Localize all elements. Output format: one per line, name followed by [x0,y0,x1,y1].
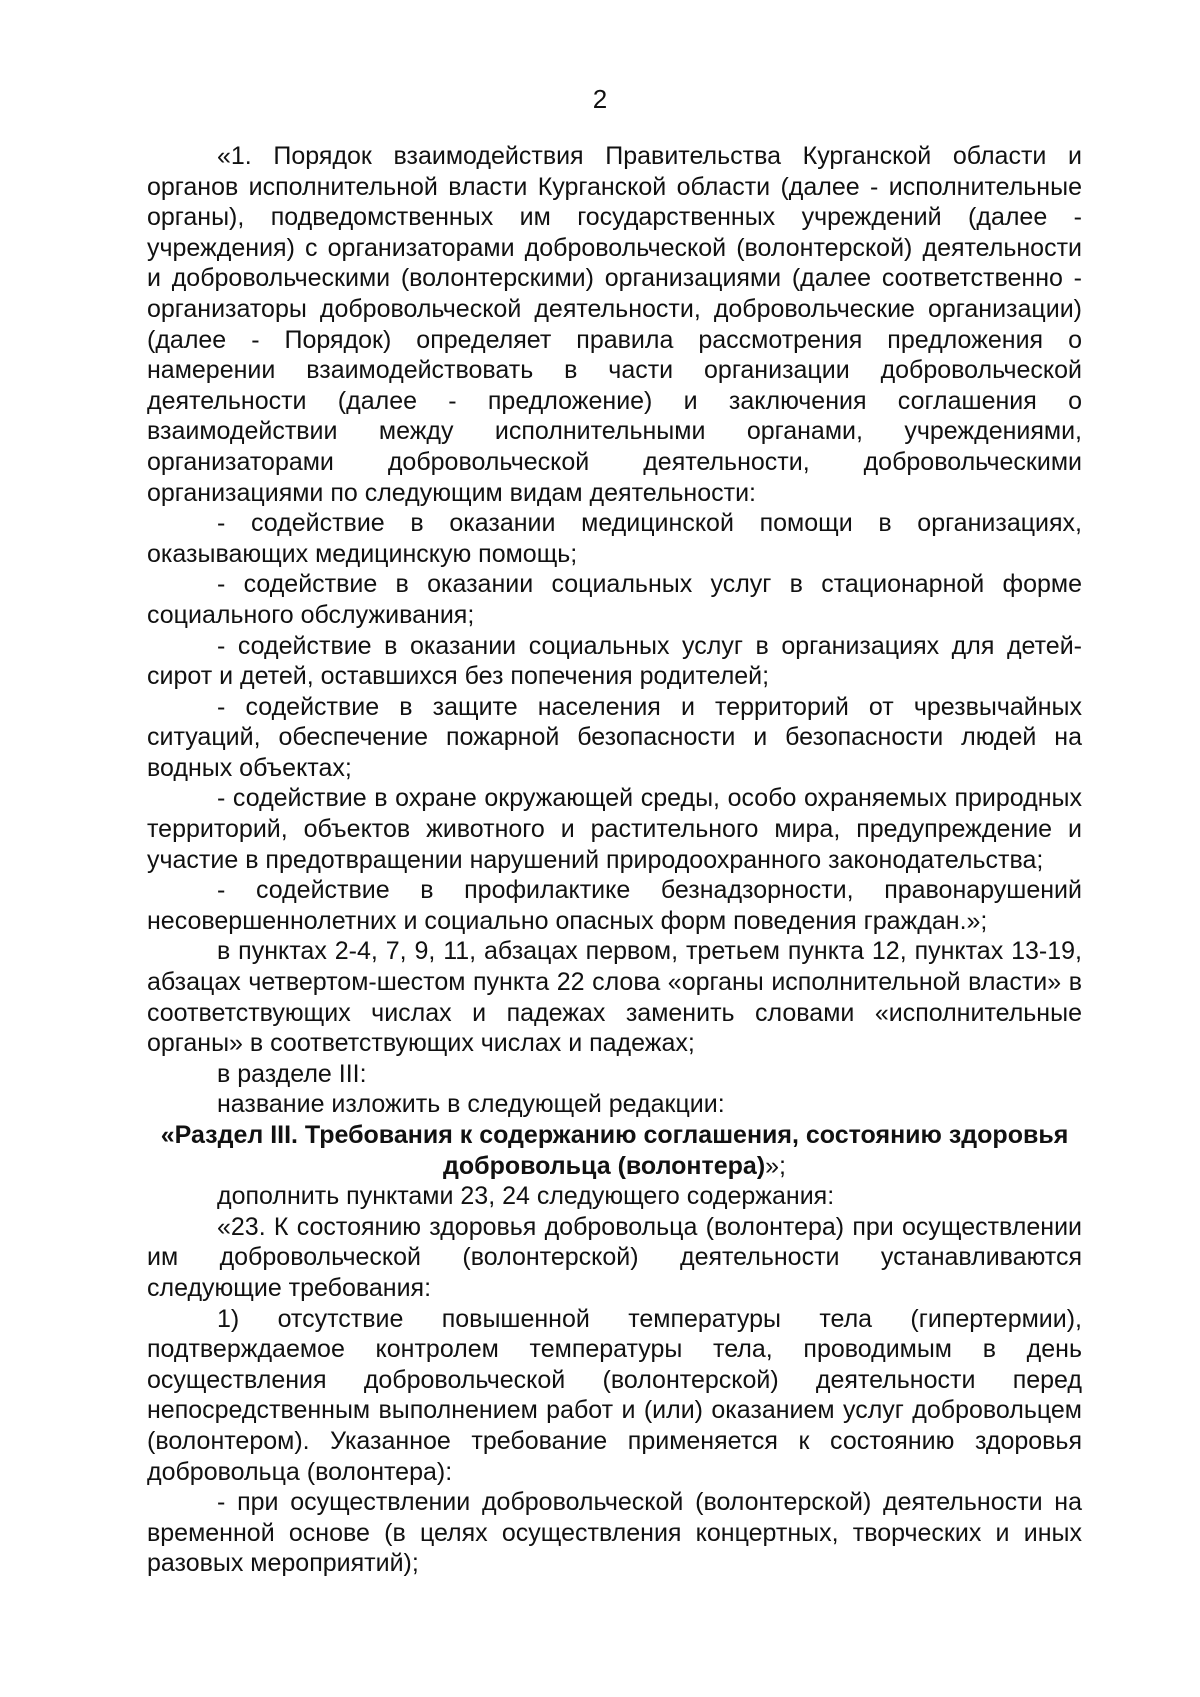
list-item-temporary-activity: - при осуществлении добровольческой (волонтерской) деятельности на временной основе (в целях осуществления концертных, творческих и иных разовых мероприятий); [147,1488,1082,1578]
list-item-orphan-organizations: - содействие в оказании социальных услуг в организациях для детей-сирот и детей, оставшихся без попечения родителей; [147,631,1082,691]
paragraph-order-definition: «1. Порядок взаимодействия Правительства Курганской области и органов исполнительной власти Курганской области (далее - исполнительные органы), подведомственных им государственных учреждений (далее - учреждения) с организаторами добровольческой (волонтерской) деятельности и добровольческими (волонтерскими) организациями (далее соответственно - организаторы добровольческой деятельности, добровольческие организации) (далее - Порядок) определяет правила рассмотрения предложения о намерении взаимодействовать в части организации добровольческой деятельности (далее - предложение) и заключения соглашения о взаимодействии между исполнительными органами, учреждениями, организаторами добровольческой деятельности, добровольческими организациями по следующим видам деятельности: [147,142,1082,507]
paragraph-add-points: дополнить пунктами 23, 24 следующего содержания: [217,1182,835,1211]
paragraph-title-wording: название изложить в следующей редакции: [217,1090,725,1119]
list-item-emergency-protection: - содействие в защите населения и территорий от чрезвычайных ситуаций, обеспечение пожарной безопасности и безопасности людей на водных объектах; [147,692,1082,782]
paragraph-section-three: в разделе III: [217,1059,367,1088]
document-body [147,141,1082,1579]
list-item-environment-protection: - содействие в охране окружающей среды, особо охраняемых природных территорий, объектов животного и растительного мира, предупреждение и участие в предотвращении нарушений природоохранного законодательства; [147,784,1082,874]
paragraph-term-replacement: в пунктах 2-4, 7, 9, 11, абзацах первом, третьем пункта 12, пунктах 13-19, абзацах четвертом-шестом пункта 22 слова «органы исполнительной власти» в соответствующих числах и падежах заменить словами «исполнительные органы» в соответствующих числах и падежах; [147,937,1082,1058]
section-heading-bold: «Раздел III. Требования к содержанию соглашения, состоянию здоровья добровольца (волонтера) [160,1121,1069,1180]
section-heading-tail: »; [765,1151,787,1180]
list-item-juvenile-prevention: - содействие в профилактике безнадзорности, правонарушений несовершеннолетних и социально опасных форм поведения граждан.»; [147,876,1082,935]
list-item-social-services-inpatient: - содействие в оказании социальных услуг в стационарной форме социального обслуживания; [147,570,1082,629]
page-number: 2 [592,84,608,114]
paragraph-point-23: «23. К состоянию здоровья добровольца (волонтера) при осуществлении им добровольческой (волонтерской) деятельности устанавливаются следующие требования: [147,1212,1082,1302]
list-item-medical-assistance: - содействие в оказании медицинской помощи в организациях, оказывающих медицинскую помощь; [147,509,1082,568]
section-heading [147,1120,1082,1181]
paragraph-requirement-1: 1) отсутствие повышенной температуры тела (гипертермии), подтверждаемое контролем температуры тела, проводимым в день осуществления добровольческой (волонтерской) деятельности перед непосредственным выполнением работ и (или) оказанием услуг добровольцем (волонтером). Указанное требование применяется к состоянию здоровья добровольца (волонтера): [147,1304,1082,1486]
